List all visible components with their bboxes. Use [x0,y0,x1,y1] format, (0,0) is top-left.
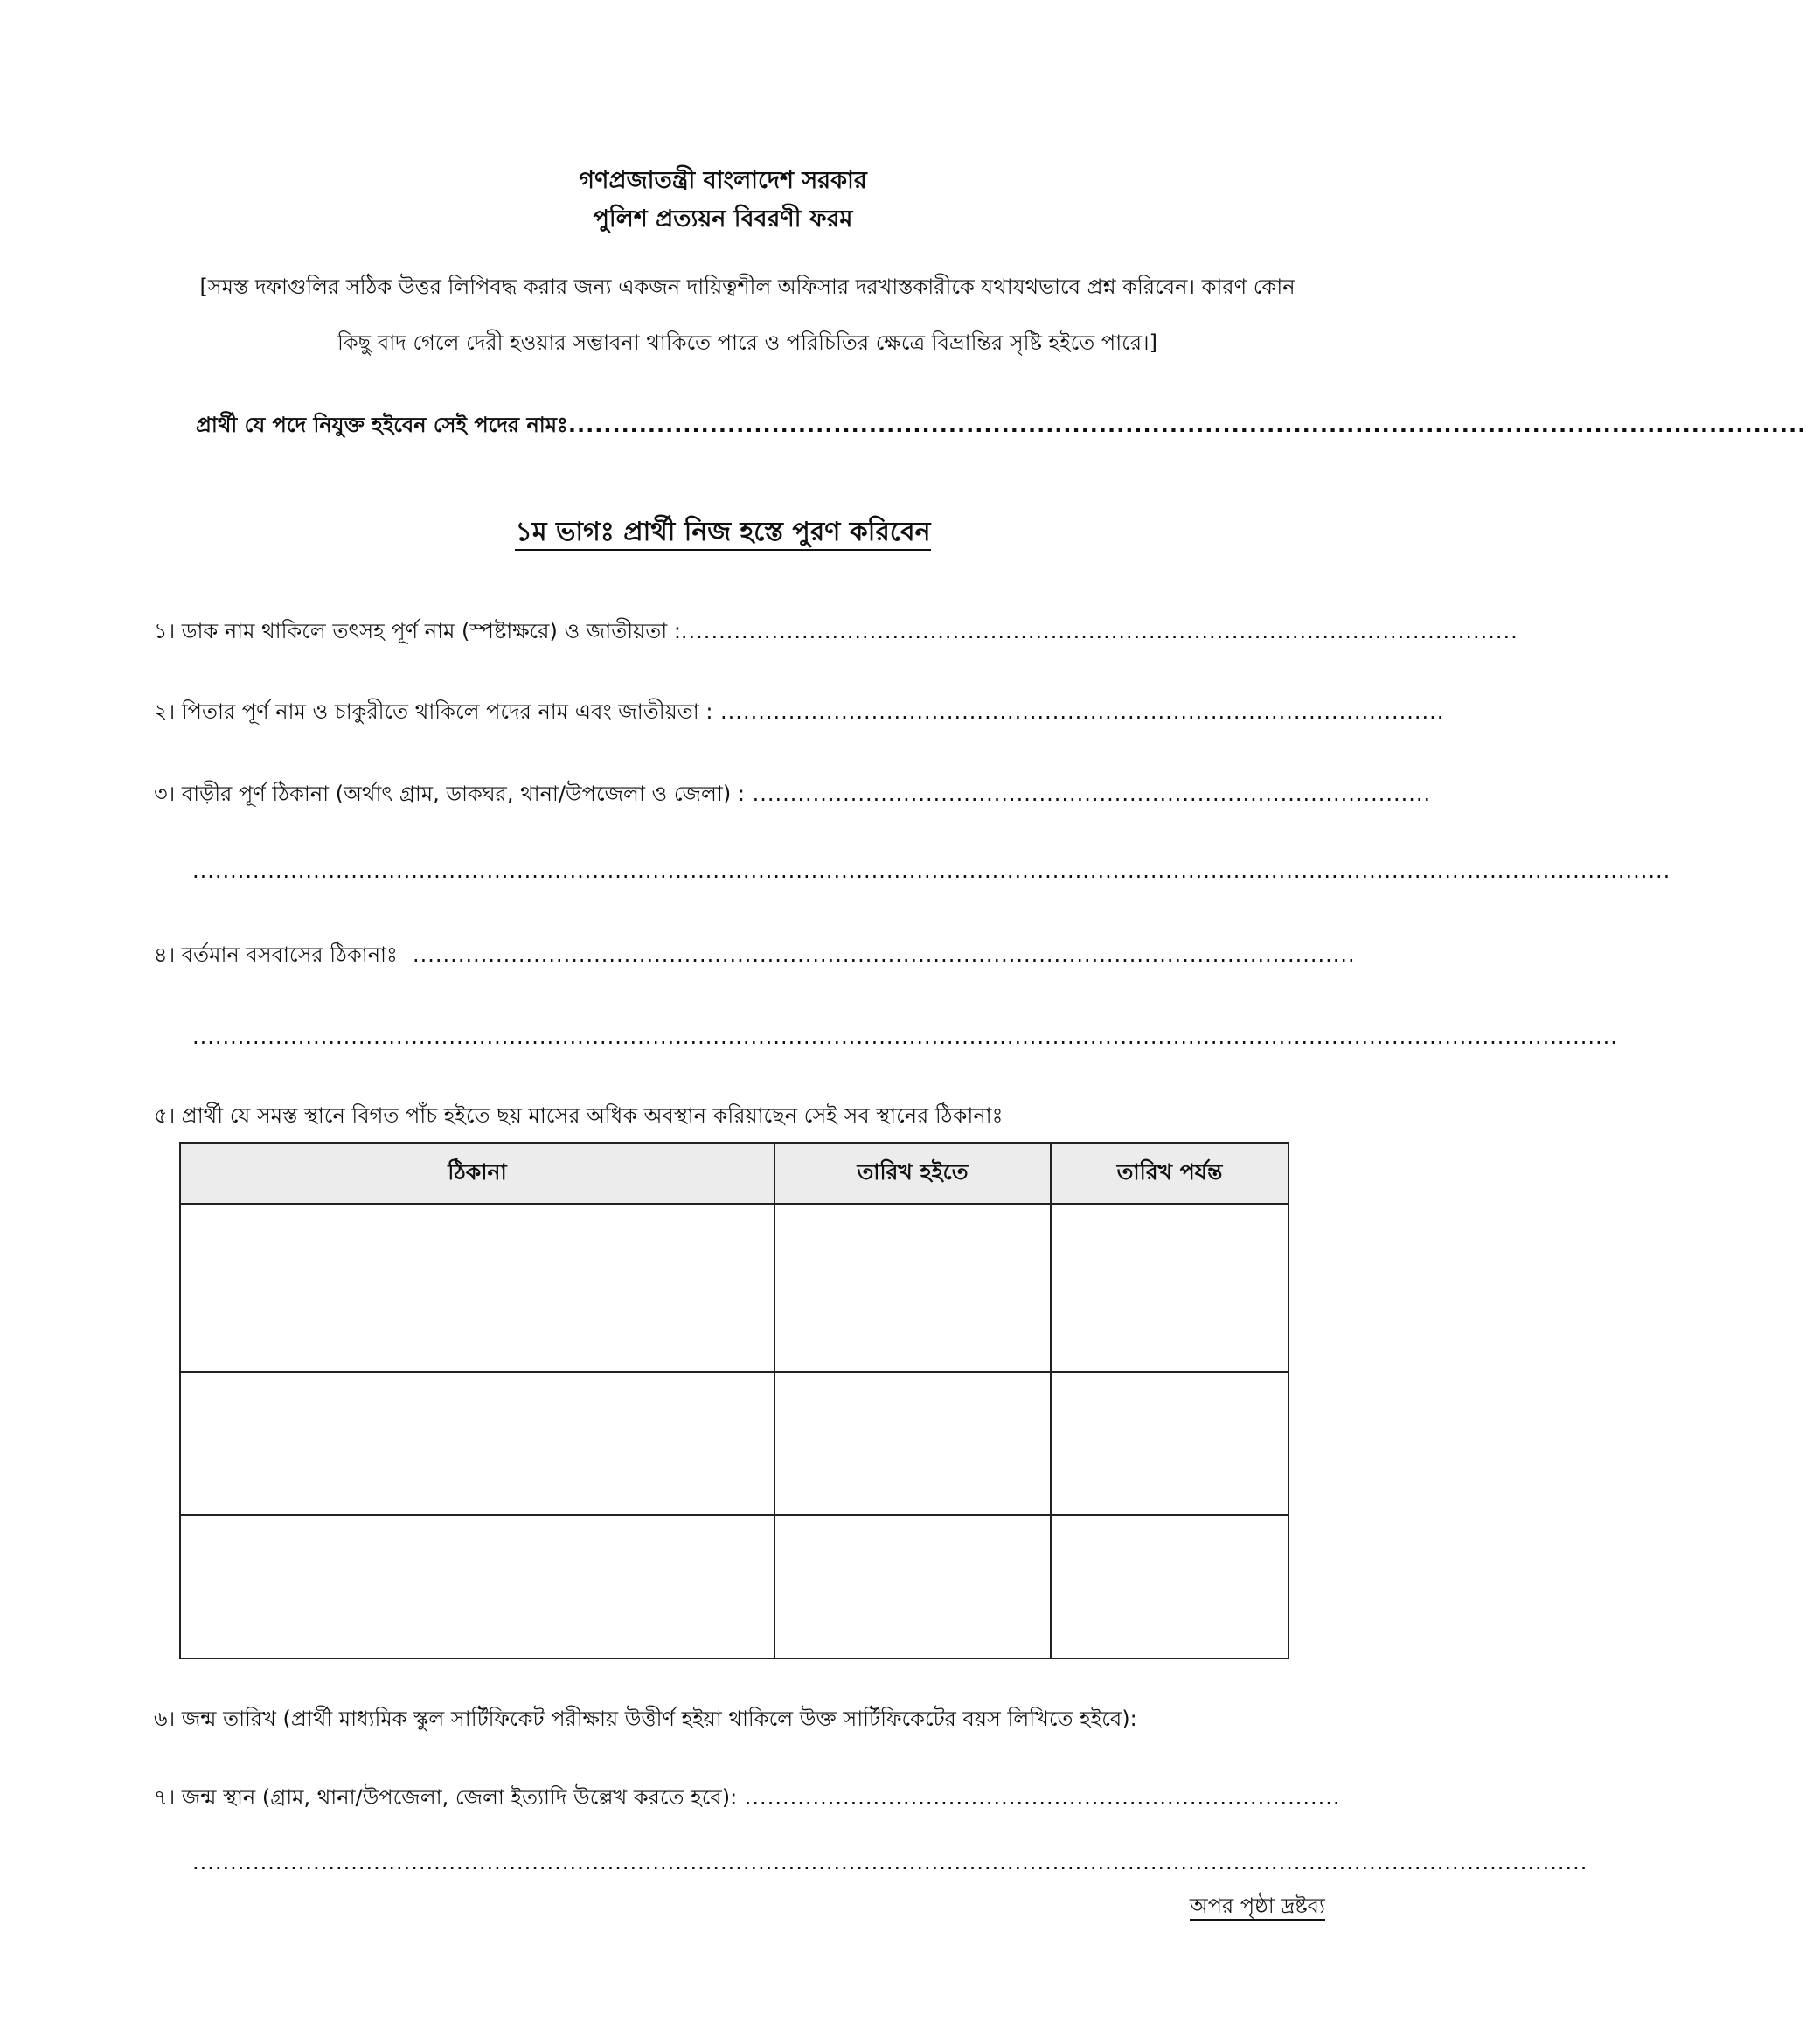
field-7-input[interactable]: ............................................................................... [737,1785,1341,1810]
address-cell[interactable] [180,1372,774,1515]
field-4-input-line-2[interactable]: ............................................................................................................................................................................................. [192,1025,1618,1049]
form-title-police-verification: পুলিশ প্রত্যয়ন বিবরণী ফরম [593,205,853,233]
section-1-heading [0,511,1446,555]
field-3-row [154,776,1432,811]
field-1-input[interactable]: ............................................................................................................... [680,619,1518,643]
instruction-note [149,259,1346,371]
table-header-row [180,1143,1289,1204]
field-2-input[interactable]: ................................................................................................ [712,699,1445,724]
table-row [180,1515,1289,1658]
form-title-government: গণপ্রজাতন্ত্রী বাংলাদেশ সরকার [579,167,867,194]
field-4-input[interactable]: ............................................................................................................................. [397,942,1356,967]
instruction-line-2: কিছু বাদ গেলে দেরী হওয়ার সম্ভাবনা থাকিতে পারে ও পরিচিতির ক্ষেত্রে বিভ্রান্তির সৃষ্টি হইতে পারে।] [337,330,1157,355]
date-to-cell[interactable] [1051,1515,1289,1658]
address-history-table [179,1142,1289,1659]
post-name-row [196,407,1806,442]
field-3-input-line-2[interactable]: .................................................................................................................................................................................................... [192,859,1671,883]
column-header-date-to: তারিখ পর্যন্ত [1051,1143,1289,1204]
field-3-input[interactable]: .......................................................................................... [744,782,1432,806]
post-name-field[interactable]: ............................................................................................................................................ [567,413,1806,437]
field-1-row [154,614,1518,649]
section-1-heading-text: ১ম ভাগঃ প্রার্থী নিজ হস্তে পুরণ করিবেন [515,517,930,551]
field-7-input-line-2[interactable]: ......................................................................................................................................................................................... [192,1850,1588,1874]
field-3-label: ৩। বাড়ীর পূর্ণ ঠিকানা (অর্থাৎ গ্রাম, ডাকঘর, থানা/উপজেলা ও জেলা) : [154,782,745,806]
date-from-cell[interactable] [774,1515,1051,1658]
field-7-row [154,1780,1341,1815]
table-row [180,1204,1289,1372]
continue-note-text: অপর পৃষ্ঠা দ্রষ্টব্য [1190,1894,1325,1921]
column-header-date-from: তারিখ হইতে [774,1143,1051,1204]
date-to-cell[interactable] [1051,1204,1289,1372]
date-to-cell[interactable] [1051,1372,1289,1515]
field-2-label: ২। পিতার পূর্ণ নাম ও চাকুরীতে থাকিলে পদের নাম এবং জাতীয়তা : [154,699,713,724]
instruction-line-1: [সমস্ত দফাগুলির সঠিক উত্তর লিপিবদ্ধ করার জন্য একজন দায়িত্বশীল অফিসার দরখাস্তকারীকে যথাযথভাবে প্রশ্ন করিবেন। কারণ কোন [199,275,1295,299]
table-row [180,1372,1289,1515]
field-2-row [154,694,1445,729]
continue-on-next-page-note [1190,1890,1325,1925]
field-7-label: ৭। জন্ম স্থান (গ্রাম, থানা/উপজেলা, জেলা ইত্যাদি উল্লেখ করতে হবে): [154,1785,738,1810]
field-4-label: ৪। বর্তমান বসবাসের ঠিকানাঃ [154,942,398,967]
field-1-label: ১। ডাক নাম থাকিলে তৎসহ পূর্ণ নাম (স্পষ্টাক্ষরে) ও জাতীয়তা : [154,619,681,643]
address-cell[interactable] [180,1515,774,1658]
field-6-row [154,1701,1325,1736]
field-4-row [154,937,1356,972]
date-from-cell[interactable] [774,1372,1051,1515]
post-name-label: প্রার্থী যে পদে নিযুক্ত হইবেন সেই পদের নামঃ [196,413,568,437]
date-from-cell[interactable] [774,1204,1051,1372]
address-cell[interactable] [180,1204,774,1372]
field-6-label: ৬। জন্ম তারিখ (প্রার্থী মাধ্যমিক স্কুল সার্টিফিকেট পরীক্ষায় উত্তীর্ণ হইয়া থাকিলে উক্ত সার্টিফিকেটের বয়স লিখিতে হইবে): [154,1707,1137,1731]
field-5-label: ৫। প্রার্থী যে সমস্ত স্থানে বিগত পাঁচ হইতে ছয় মাসের অধিক অবস্থান করিয়াছেন সেই সব স্থানের ঠিকানাঃ [154,1103,1004,1128]
column-header-address: ঠিকানা [180,1143,774,1204]
